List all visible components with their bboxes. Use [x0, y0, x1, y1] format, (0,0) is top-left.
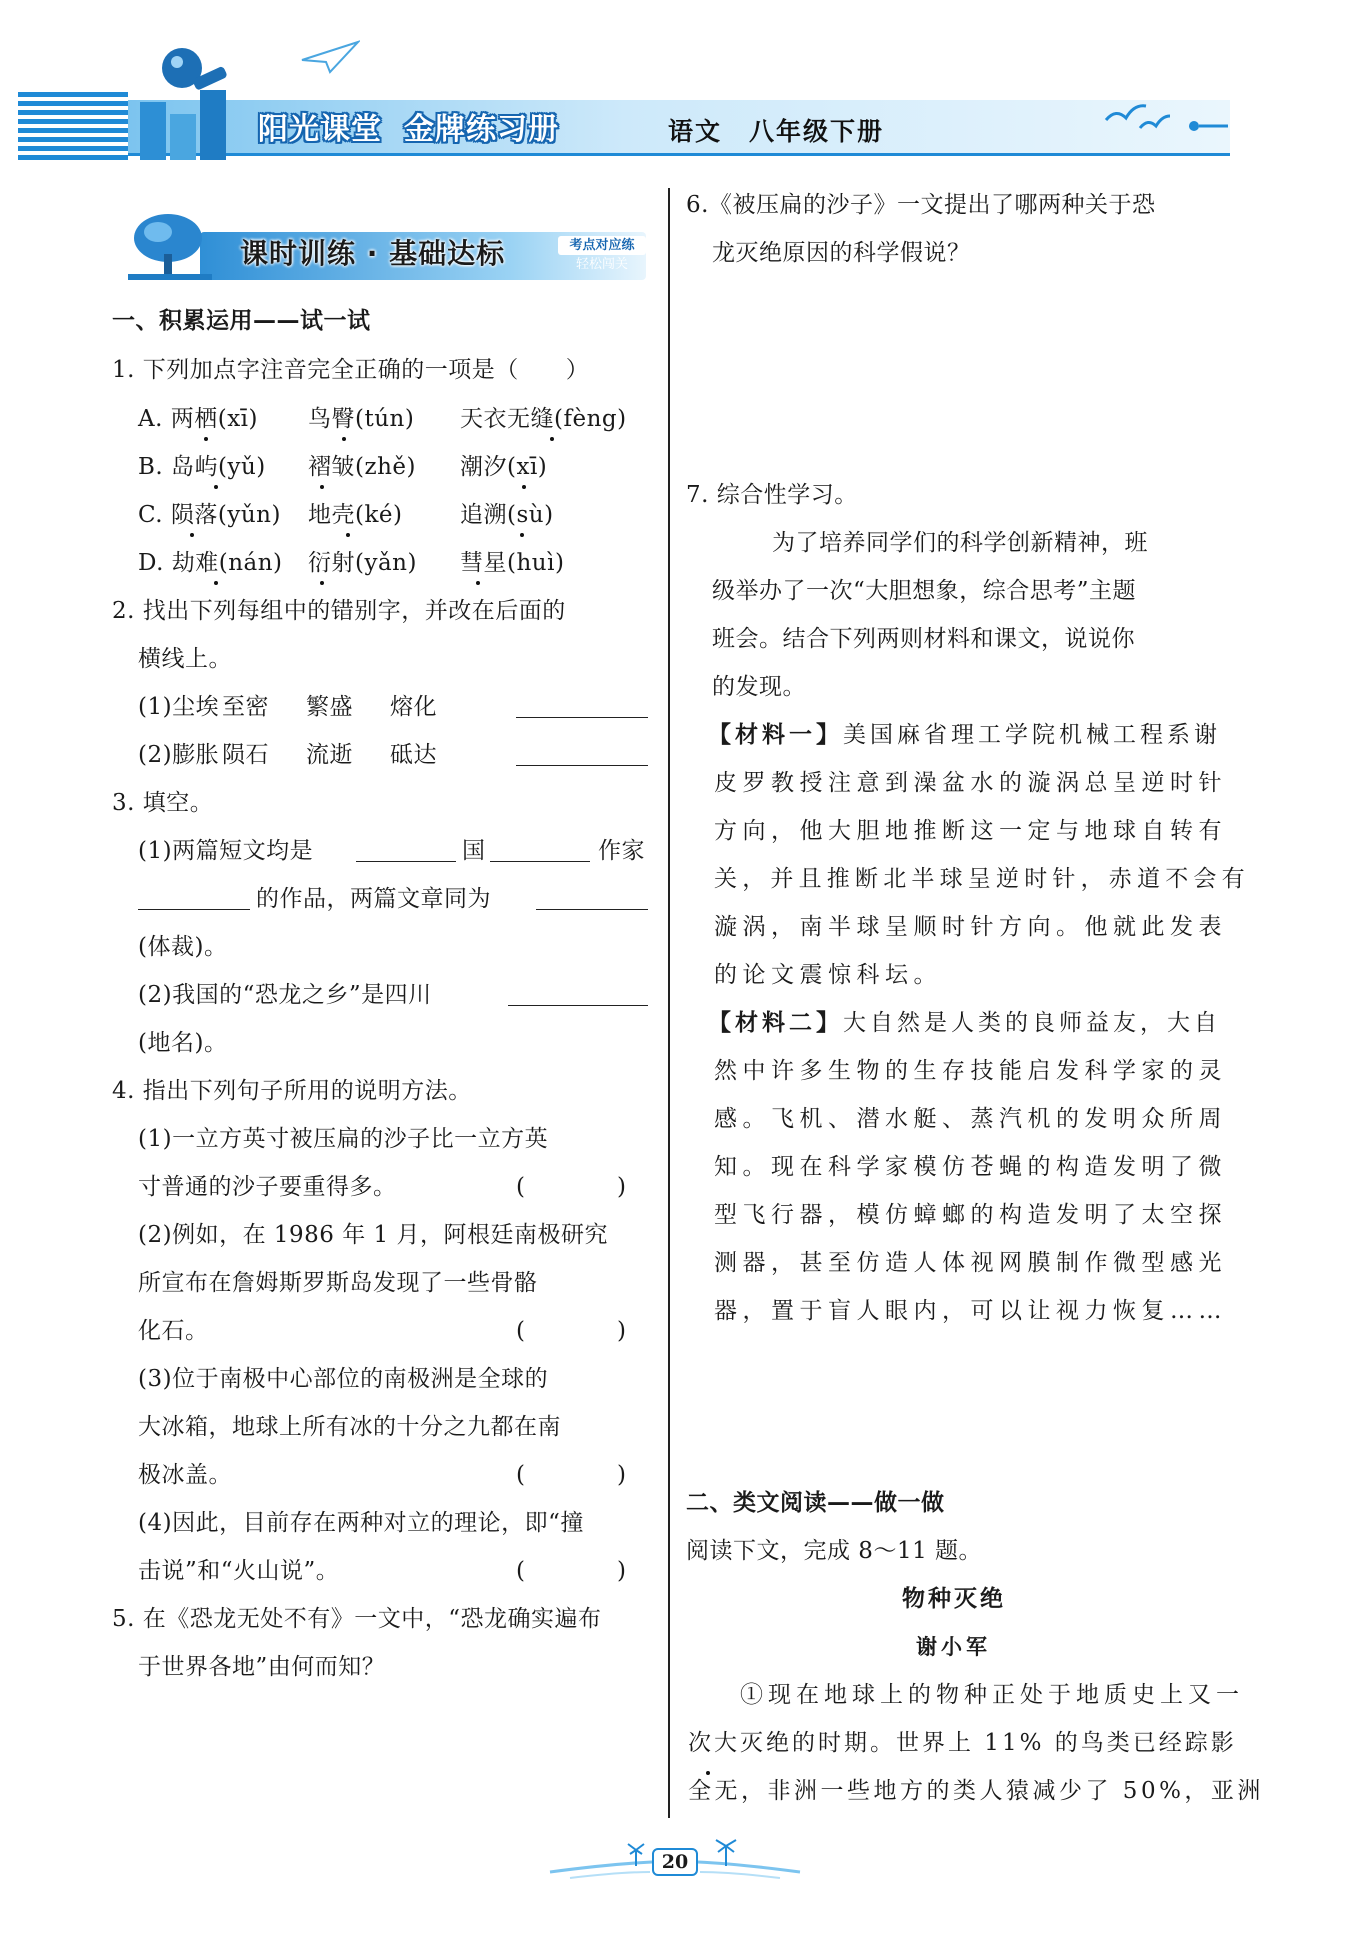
- q4-item3-line2: 大冰箱，地球上所有冰的十分之九都在南: [138, 1414, 561, 1440]
- q1-d-3: 彗星(huì): [460, 550, 565, 576]
- q3-blank-nationality[interactable]: [490, 840, 590, 862]
- part2-heading: 二、类文阅读——做一做: [686, 1490, 945, 1516]
- q4-item4-line1: (4)因此，目前存在两种对立的理论，即“撞: [138, 1510, 584, 1536]
- telescope-logo-icon: [130, 42, 240, 162]
- q7-intro-line2: 级举办了一次“大胆想象，综合思考”主题: [712, 578, 1137, 604]
- q1-stem: 1. 下列加点字注音完全正确的一项是（ ）: [112, 357, 590, 383]
- page-number: 20: [652, 1848, 698, 1876]
- material1-line4: 关，并且推断北半球呈逆时针，赤道不会有: [714, 866, 1250, 892]
- article-title: 物种灭绝: [902, 1586, 1006, 1612]
- q4-item2-line2: 所宣布在詹姆斯罗斯岛发现了一些骨骼: [138, 1270, 538, 1296]
- q3-s2-part-b: (地名)。: [138, 1030, 228, 1056]
- q4-item4-line2: 击说”和“火山说”。: [138, 1558, 340, 1584]
- q3-blank-genre[interactable]: [536, 888, 648, 910]
- article-p1-line1: ①现在地球上的物种正处于地质史上又一: [740, 1682, 1244, 1708]
- q7-intro-line3: 班会。结合下列两则材料和课文，说说你: [712, 626, 1135, 652]
- material2-line2: 然中许多生物的生存技能启发科学家的灵: [714, 1058, 1227, 1084]
- q3-s1-part-e: (体裁)。: [138, 934, 228, 960]
- q3-stem: 3. 填空。: [112, 790, 214, 816]
- q4-stem: 4. 指出下列句子所用的说明方法。: [112, 1078, 472, 1104]
- series-title-part1: 阳光课堂: [258, 112, 382, 147]
- q7-intro-line4: 的发现。: [712, 674, 806, 700]
- birds-icon: [1100, 92, 1230, 142]
- q2-group1: [138, 692, 437, 722]
- q4-item2-answer[interactable]: ( ): [516, 1318, 626, 1344]
- material1-line3: 方向，他大胆地推断这一定与地球自转有: [714, 818, 1227, 844]
- q4-item3-answer[interactable]: ( ): [516, 1462, 626, 1488]
- q2-g1-w1: (1)尘埃: [138, 694, 220, 720]
- q2-g2-answer-line[interactable]: [516, 744, 648, 766]
- material1-line5: 漩涡，南半球呈顺时针方向。他就此发表: [714, 914, 1227, 940]
- q6-line2: 龙灭绝原因的科学假说？: [712, 240, 971, 266]
- material1-line6: 的论文震惊科坛。: [714, 962, 942, 988]
- q3-s1-part-b: 国: [462, 838, 486, 864]
- q5-line2: 于世界各地”由何而知？: [138, 1654, 386, 1680]
- q4-item3-line3: 极冰盖。: [138, 1462, 232, 1488]
- series-title-part2: 金牌练习册: [404, 112, 559, 147]
- material2-line1: [708, 1008, 1221, 1038]
- material1-line2: 皮罗教授注意到澡盆水的漩涡总呈逆时针: [714, 770, 1227, 796]
- material2-text1: 大自然是人类的良师益友，大自: [843, 1010, 1221, 1036]
- q3-blank-place[interactable]: [508, 984, 648, 1006]
- material2-line3: 感。飞机、潜水艇、蒸汽机的发明众所周: [714, 1106, 1227, 1132]
- header-stripes: [18, 92, 128, 162]
- q1-b-3: 潮汐(xī): [460, 454, 548, 480]
- q3-s1-part-c: 作家: [598, 838, 645, 864]
- material1-text1: 美国麻省理工学院机械工程系谢: [843, 722, 1221, 748]
- subject-grade: 语文 八年级下册: [668, 117, 885, 146]
- q4-item1-line2: 寸普通的沙子要重得多。: [138, 1174, 397, 1200]
- q1-option-b: [138, 452, 547, 482]
- q2-g1-w4: 熔化: [390, 694, 437, 720]
- q1-option-d: [138, 548, 564, 578]
- q4-item1-answer[interactable]: ( ): [516, 1174, 626, 1200]
- q2-g2-w3: 流逝: [306, 742, 353, 768]
- q2-group2: [138, 740, 437, 770]
- q1-a-2: 鸟臀(tún): [308, 406, 415, 432]
- section-title: 课时训练 · 基础达标: [240, 237, 506, 270]
- material2-line4: 知。现在科学家模仿苍蝇的构造发明了微: [714, 1154, 1227, 1180]
- material1-label: 【材料一】: [708, 722, 843, 748]
- q1-a-1: A. 两栖(xī): [138, 406, 259, 432]
- q4-item4-answer[interactable]: ( ): [516, 1558, 626, 1584]
- q4-item2-line1: (2)例如，在 1986 年 1 月，阿根廷南极研究: [138, 1222, 608, 1248]
- q2-stem-line1: 2. 找出下列每组中的错别字，并改在后面的: [112, 598, 566, 624]
- material1-line1: [708, 720, 1221, 750]
- material2-line5: 型飞行器，模仿蟑螂的构造发明了太空探: [714, 1202, 1227, 1228]
- q1-c-3: 追溯(sù): [460, 502, 554, 528]
- material2-label: 【材料二】: [708, 1010, 843, 1036]
- q4-item1-line1: (1)一立方英寸被压扁的沙子比一立方英: [138, 1126, 549, 1152]
- q2-g1-answer-line[interactable]: [516, 696, 648, 718]
- q2-g1-w2: 至密: [222, 694, 269, 720]
- q7-intro-line1: 为了培养同学们的科学创新精神，班: [772, 530, 1148, 556]
- article-p1-line3: 全无，非洲一些地方的类人猿减少了 50%，亚洲: [688, 1778, 1264, 1804]
- q1-c-2: 地壳(ké): [308, 502, 403, 528]
- q1-d-1: D. 劫难(nán): [138, 550, 283, 576]
- q2-g2-w4: 砥达: [390, 742, 437, 768]
- q3-s1-part-d: 的作品，两篇文章同为: [256, 886, 491, 912]
- q1-a-3: 天衣无缝(fèng): [460, 406, 627, 432]
- section-banner: [110, 210, 646, 282]
- q2-stem-line2: 横线上。: [138, 646, 232, 672]
- material2-line7: 器，置于盲人眼内，可以让视力恢复……: [714, 1298, 1227, 1324]
- tree-icon: [124, 210, 216, 282]
- q1-b-2: 褶皱(zhě): [308, 454, 416, 480]
- q5-line1: 5. 在《恐龙无处不有》一文中，“恐龙确实遍布: [112, 1606, 602, 1632]
- q3-blank-author[interactable]: [138, 888, 250, 910]
- series-title: [258, 104, 559, 148]
- q1-c-1: C. 陨落(yǔn): [138, 502, 281, 528]
- q3-s2-part-a: (2)我国的“恐龙之乡”是四川: [138, 982, 432, 1008]
- q3-blank-country[interactable]: [356, 840, 456, 862]
- q4-item2-line3: 化石。: [138, 1318, 209, 1344]
- q2-g2-w2: 陨石: [222, 742, 269, 768]
- reading-intro: 阅读下文，完成 8～11 题。: [686, 1538, 983, 1564]
- q1-option-c: [138, 500, 554, 530]
- q1-d-2: 衍射(yǎn): [308, 550, 417, 576]
- material2-line6: 测器，甚至仿造人体视网膜制作微型感光: [714, 1250, 1227, 1276]
- section-tag-bottom: 轻松闯关: [575, 257, 628, 272]
- column-divider: [668, 188, 670, 1818]
- part1-heading: 一、积累运用——试一试: [112, 308, 371, 334]
- q1-b-1: B. 岛屿(yǔ): [138, 454, 266, 480]
- section-tag: [558, 236, 646, 274]
- article-p1-line2: 次大灭绝的时期。世界上 11% 的鸟类已经踪影: [688, 1730, 1237, 1756]
- q4-item3-line1: (3)位于南极中心部位的南极洲是全球的: [138, 1366, 549, 1392]
- q2-g1-w3: 繁盛: [306, 694, 353, 720]
- q3-s1-part-a: (1)两篇短文均是: [138, 838, 314, 864]
- section-tag-top: 考点对应练: [558, 236, 646, 255]
- q2-g2-w1: (2)膨胀: [138, 742, 220, 768]
- q1-option-a: [138, 404, 627, 434]
- q7-stem: 7. 综合性学习。: [686, 482, 858, 508]
- q6-line1: 6.《被压扁的沙子》一文提出了哪两种关于恐: [686, 192, 1156, 218]
- paper-plane-icon: [300, 38, 360, 78]
- article-author: 谢小军: [916, 1635, 991, 1659]
